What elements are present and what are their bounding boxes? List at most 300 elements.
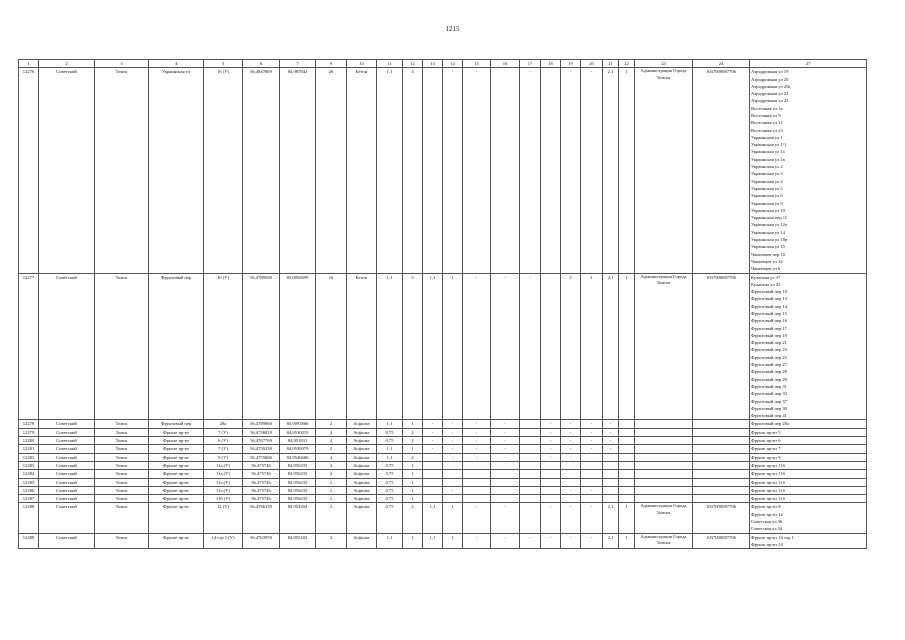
table-cell: 56,4763959 (243, 533, 280, 549)
address-line: Чапаевцев пер 10 (751, 251, 786, 257)
table-cell: 1 (581, 273, 603, 420)
table-cell: Асфальт (347, 470, 377, 478)
table-cell: - (603, 445, 619, 453)
address-line: Украинская пер 11 (751, 215, 788, 221)
table-cell: 1 (619, 533, 635, 549)
table-cell: Томск (95, 495, 149, 503)
table-cell: - (443, 68, 463, 273)
table-cell: 1,1 (423, 503, 443, 533)
table-cell (491, 461, 520, 469)
table-cell: 2 (403, 453, 423, 461)
table-cell: 1 (403, 470, 423, 478)
table-cell (635, 495, 693, 503)
table-cell: - (491, 428, 520, 436)
address-line: Украинская ул 5 (751, 185, 783, 191)
table-cell: 11а (У) (204, 470, 243, 478)
table-cell: Фрунзе пр-кт (149, 533, 204, 549)
address-line: Украинская ул 9 (751, 200, 783, 206)
address-line: Фруктовый пер 23 (751, 347, 787, 353)
table-cell: 12284 (19, 470, 39, 478)
column-header: 12 (403, 60, 423, 68)
table-cell: - (541, 453, 561, 461)
table-cell (693, 486, 750, 494)
address-line: Фрунзе пр-кт 11б (751, 479, 785, 485)
table-cell: 4 (316, 437, 347, 445)
table-cell: - (491, 273, 520, 420)
table-cell (541, 461, 561, 469)
address-line: Фруктовый пер 10 (751, 289, 787, 295)
table-cell: - (603, 437, 619, 445)
table-cell (693, 428, 750, 436)
column-header: 11 (377, 60, 403, 68)
address-list-cell (750, 68, 867, 273)
table-cell (693, 478, 750, 486)
table-cell: 1 (619, 503, 635, 533)
table-cell (520, 486, 541, 494)
table-cell: 56,4789860 (243, 420, 280, 428)
address-line: Фруктовый пер 28 (751, 369, 787, 375)
table-cell: - (520, 273, 541, 420)
table-cell: 1 (403, 495, 423, 503)
table-cell: 56,4759239 (243, 445, 280, 453)
table-cell: 16 (У) (204, 68, 243, 273)
table-row (19, 533, 867, 549)
table-cell: 1,1 (377, 420, 403, 428)
table-cell: - (541, 503, 561, 533)
address-line: Фруктовый пер 16 (751, 318, 787, 324)
table-cell (561, 495, 581, 503)
table-cell: - (561, 420, 581, 428)
table-cell: 56,4755606 (243, 453, 280, 461)
table-cell: Асфальт (347, 453, 377, 461)
table-cell: 14 стр 1 (У) (204, 533, 243, 549)
table-cell: 2 (316, 420, 347, 428)
address-line: Аэродромная ул 23 (751, 98, 789, 104)
table-cell: 84,956235 (280, 478, 316, 486)
table-cell (520, 437, 541, 445)
table-cell: 6 (У) (204, 437, 243, 445)
table-cell (491, 68, 520, 273)
table-cell: 56,4756819 (243, 428, 280, 436)
table-cell (520, 478, 541, 486)
column-header: 17 (520, 60, 541, 68)
address-line: Фрунзе пр-кт 11б (751, 487, 785, 493)
table-cell: Бетон (347, 273, 377, 420)
address-line: Чапаевцев ул 6 (751, 266, 781, 272)
table-cell: Администрация Города Томска (635, 503, 693, 533)
table-cell: Администрация Города Томска (635, 533, 693, 549)
address-line: Фрунзе пр-кт 11б (751, 462, 785, 468)
address-line: Фрунзе пр-кт 5 (751, 429, 781, 435)
table-cell: 0,75 (377, 495, 403, 503)
header-row (19, 60, 867, 68)
table-cell (693, 420, 750, 428)
table-cell (635, 486, 693, 494)
address-line: Фруктовый пер 17 (751, 325, 787, 331)
address-line: Фруктовый пер 41 (751, 413, 787, 419)
address-list-cell (750, 420, 867, 428)
table-cell: Советский (39, 68, 95, 273)
address-list-cell (750, 503, 867, 533)
column-header: 5 (204, 60, 243, 68)
address-line: Украинская ул 14 (751, 229, 785, 235)
table-cell: 1 (619, 68, 635, 273)
table-cell (541, 478, 561, 486)
table-cell (463, 470, 491, 478)
column-header: 13 (423, 60, 443, 68)
table-cell: 1 (443, 503, 463, 533)
address-line: Украинская ул 12а (751, 222, 788, 228)
address-line: Чапаевцев ул 14 (751, 258, 783, 264)
address-line: Фрунзе пр-кт 11б (751, 471, 785, 477)
table-cell (520, 470, 541, 478)
address-line: Кулагина ул 37 (751, 274, 781, 280)
table-row (19, 420, 867, 428)
table-cell: 4 (316, 453, 347, 461)
table-cell: 20 (У) (204, 273, 243, 420)
table-cell: - (423, 445, 443, 453)
table-cell (619, 420, 635, 428)
table-cell: 1,1 (377, 533, 403, 549)
table-cell (423, 68, 443, 273)
table-cell: Фрунзе пр-кт (149, 495, 204, 503)
address-line: Восточная ул 11 (751, 120, 783, 126)
table-cell: 84,956235 (280, 495, 316, 503)
table-cell: Фрунзе пр-кт (149, 486, 204, 494)
table-cell (520, 420, 541, 428)
table-cell: 1 (403, 461, 423, 469)
table-cell: Советский (39, 503, 95, 533)
table-cell: - (463, 68, 491, 273)
table-cell: 0,75 (377, 470, 403, 478)
table-cell (603, 495, 619, 503)
table-cell: - (603, 420, 619, 428)
table-cell (520, 461, 541, 469)
table-cell (581, 478, 603, 486)
page-number: 1215 (445, 25, 460, 33)
address-line: Фрунзе пр-кт 14 стр 1 (751, 534, 794, 540)
table-cell (541, 486, 561, 494)
table-cell (423, 461, 443, 469)
address-list-cell (750, 478, 867, 486)
table-cell: Фрунзе пр-кт (149, 437, 204, 445)
table-cell (491, 486, 520, 494)
table-cell: - (581, 68, 603, 273)
address-list-cell (750, 445, 867, 453)
address-line: Фрунзе пр-кт 7 (751, 446, 781, 452)
table-cell: 0,75 (377, 486, 403, 494)
table-cell: - (463, 273, 491, 420)
address-line: Украинская ул 15 (751, 244, 785, 250)
table-cell: Администрация Города Томска (635, 68, 693, 273)
table-cell: - (443, 437, 463, 445)
table-cell: 12277 (19, 273, 39, 420)
table-cell: - (491, 503, 520, 533)
table-cell (619, 470, 635, 478)
table-row (19, 461, 867, 469)
table-cell: - (463, 445, 491, 453)
table-cell (581, 495, 603, 503)
address-list-cell (750, 470, 867, 478)
address-list-cell (750, 486, 867, 494)
table-cell: 84,954304 (280, 503, 316, 533)
table-cell (603, 461, 619, 469)
table-cell (463, 486, 491, 494)
table-cell: Томск (95, 437, 149, 445)
address-line: Фруктовый пер 37 (751, 398, 787, 404)
table-cell: Советский (39, 428, 95, 436)
table-cell: - (463, 533, 491, 549)
table-cell: 56,4766159 (243, 503, 280, 533)
table-cell: Советский (39, 495, 95, 503)
address-line: Украинская ул 10 (751, 207, 785, 213)
table-cell: Томск (95, 428, 149, 436)
table-cell: 1,1 (377, 445, 403, 453)
table-cell (635, 420, 693, 428)
table-cell (561, 470, 581, 478)
table-cell: 84,956235 (280, 470, 316, 478)
table-cell (423, 478, 443, 486)
table-cell: 84,9530019 (280, 428, 316, 436)
table-cell: - (561, 503, 581, 533)
table-cell: Асфальт (347, 533, 377, 549)
table-cell (463, 495, 491, 503)
address-line: Фруктовый пер 31 (751, 383, 787, 389)
table-cell: Советский (39, 461, 95, 469)
address-line: Аэродромная ул 20 (751, 76, 789, 82)
table-cell: - (541, 428, 561, 436)
table-cell (423, 470, 443, 478)
address-line: Восточная ул 9 (751, 112, 781, 118)
table-cell: 84,955182 (280, 533, 316, 549)
table-cell: 84,956235 (280, 486, 316, 494)
column-header: 4 (149, 60, 204, 68)
table-cell: Асфальт (347, 461, 377, 469)
table-cell: - (561, 445, 581, 453)
table-cell: Томск (95, 486, 149, 494)
register-table (18, 59, 867, 549)
column-header: 23 (635, 60, 693, 68)
table-cell (491, 478, 520, 486)
table-cell: 11а (У) (204, 461, 243, 469)
table-row (19, 495, 867, 503)
table-cell: 1,1 (423, 533, 443, 549)
table-cell: - (561, 437, 581, 445)
table-cell: - (463, 428, 491, 436)
table-cell: 84,951831 (280, 437, 316, 445)
table-cell: Советский (39, 420, 95, 428)
table-cell (693, 495, 750, 503)
table-cell: 12285 (19, 478, 39, 486)
table-cell (693, 470, 750, 478)
table-row (19, 68, 867, 273)
table-cell: 84,956235 (280, 461, 316, 469)
table-cell: 2 (403, 428, 423, 436)
table-cell: 11а (У) (204, 478, 243, 486)
table-cell (463, 478, 491, 486)
column-header: 2 (39, 60, 95, 68)
table-cell: Томск (95, 453, 149, 461)
table-cell: - (443, 420, 463, 428)
table-cell: Фруктовый пер (149, 420, 204, 428)
table-cell: 1,1 (377, 68, 403, 273)
address-line: Аэродромная ул 20а (751, 83, 791, 89)
table-cell: Советский (39, 453, 95, 461)
table-cell: 85,0093866 (280, 420, 316, 428)
table-row (19, 273, 867, 420)
table-cell: - (561, 68, 581, 273)
column-header: 16 (491, 60, 520, 68)
table-cell: 84,9546660 (280, 453, 316, 461)
address-line: Фрунзе пр-кт 6 (751, 438, 781, 444)
column-header: 7 (280, 60, 316, 68)
address-line: Фруктовый пер 28а (751, 421, 790, 427)
address-line: Украинская ул 1а (751, 149, 785, 155)
table-cell: 7 (У) (204, 428, 243, 436)
table-cell: 12281 (19, 445, 39, 453)
table-cell: Советский (39, 470, 95, 478)
table-cell: - (443, 445, 463, 453)
table-cell: - (541, 533, 561, 549)
column-header: 15 (463, 60, 491, 68)
table-cell (693, 461, 750, 469)
table-cell (520, 445, 541, 453)
table-cell: Фрунзе пр-кт (149, 453, 204, 461)
table-cell: - (491, 445, 520, 453)
address-list-cell (750, 461, 867, 469)
table-cell (619, 445, 635, 453)
table-cell: 2 (316, 533, 347, 549)
table-cell: - (491, 533, 520, 549)
table-cell: - (541, 420, 561, 428)
table-cell: Советский (39, 533, 95, 549)
table-cell: - (581, 437, 603, 445)
column-header: 20 (581, 60, 603, 68)
table-cell: Томск (95, 68, 149, 273)
table-row (19, 478, 867, 486)
table-cell: 1037000087706 (693, 533, 750, 549)
table-cell (619, 486, 635, 494)
table-cell: Томск (95, 503, 149, 533)
address-list-cell (750, 495, 867, 503)
table-cell (541, 273, 561, 420)
table-cell: Томск (95, 445, 149, 453)
table-cell: 4 (316, 428, 347, 436)
table-cell: 2 (316, 486, 347, 494)
table-cell (520, 503, 541, 533)
table-cell: 12278 (19, 420, 39, 428)
table-cell: - (423, 420, 443, 428)
address-line: Украинская ул 18в (751, 237, 788, 243)
table-cell: - (463, 453, 491, 461)
table-cell: - (561, 453, 581, 461)
table-cell (561, 478, 581, 486)
column-header: 9 (316, 60, 347, 68)
table-row (19, 486, 867, 494)
table-cell (603, 486, 619, 494)
table-cell: Советский (39, 273, 95, 420)
column-header: 19 (561, 60, 581, 68)
address-list-cell (750, 428, 867, 436)
table-cell (443, 478, 463, 486)
table-cell: 56,475746 (243, 478, 280, 486)
table-cell: 1,1 (423, 273, 443, 420)
address-line: Украинская ул 4 (751, 178, 783, 184)
table-cell: 56,475746 (243, 495, 280, 503)
table-cell: Фрунзе пр-кт (149, 445, 204, 453)
table-cell (423, 495, 443, 503)
address-line: Восточная ул 1а (751, 105, 783, 111)
column-header: 18 (541, 60, 561, 68)
table-cell: Советский (39, 437, 95, 445)
table-cell: 1 (403, 486, 423, 494)
table-cell: 2,1 (603, 273, 619, 420)
table-cell: 1 (443, 273, 463, 420)
table-cell: Фрунзе пр-кт (149, 428, 204, 436)
address-list-cell (750, 437, 867, 445)
address-line: Фрунзе пр-кт 11б (751, 496, 785, 502)
address-line: Советская ул 34 (751, 526, 783, 532)
table-cell (693, 437, 750, 445)
table-row (19, 503, 867, 533)
table-cell: - (491, 453, 520, 461)
table-cell: - (520, 68, 541, 273)
table-cell: Асфальт (347, 420, 377, 428)
table-cell: Томск (95, 461, 149, 469)
table-cell: 12289 (19, 533, 39, 549)
table-cell: 0,75 (377, 428, 403, 436)
table-cell: 1037000087706 (693, 503, 750, 533)
table-cell: - (423, 428, 443, 436)
table-cell (635, 453, 693, 461)
table-cell: 2,1 (603, 503, 619, 533)
table-cell: 0,75 (377, 461, 403, 469)
column-header: 27 (750, 60, 867, 68)
table-cell: - (443, 428, 463, 436)
table-cell: Асфальт (347, 445, 377, 453)
table-cell: 1 (443, 533, 463, 549)
table-cell: - (541, 445, 561, 453)
table-cell: - (603, 428, 619, 436)
table-cell (619, 453, 635, 461)
table-cell: - (463, 503, 491, 533)
table-cell (443, 495, 463, 503)
table-cell: 1037000087706 (693, 273, 750, 420)
table-cell (635, 437, 693, 445)
table-row (19, 470, 867, 478)
table-cell: 12276 (19, 68, 39, 273)
table-cell: - (491, 420, 520, 428)
table-cell (603, 470, 619, 478)
table-cell: - (581, 503, 603, 533)
table-cell: Фруктовый пер (149, 273, 204, 420)
table-cell: Бетон (347, 68, 377, 273)
address-line: Фруктовый пер 13 (751, 296, 787, 302)
table-cell (463, 461, 491, 469)
table-cell: 0,75 (377, 478, 403, 486)
address-line: Восточная ул 13 (751, 127, 783, 133)
table-cell: 16 (316, 273, 347, 420)
table-cell: 12287 (19, 495, 39, 503)
table-cell: Асфальт (347, 437, 377, 445)
table-cell (520, 453, 541, 461)
table-cell: Асфальт (347, 503, 377, 533)
table-cell (581, 470, 603, 478)
table-cell: - (463, 420, 491, 428)
table-cell: 9 (У) (204, 453, 243, 461)
table-cell: Томск (95, 470, 149, 478)
table-cell (423, 453, 443, 461)
